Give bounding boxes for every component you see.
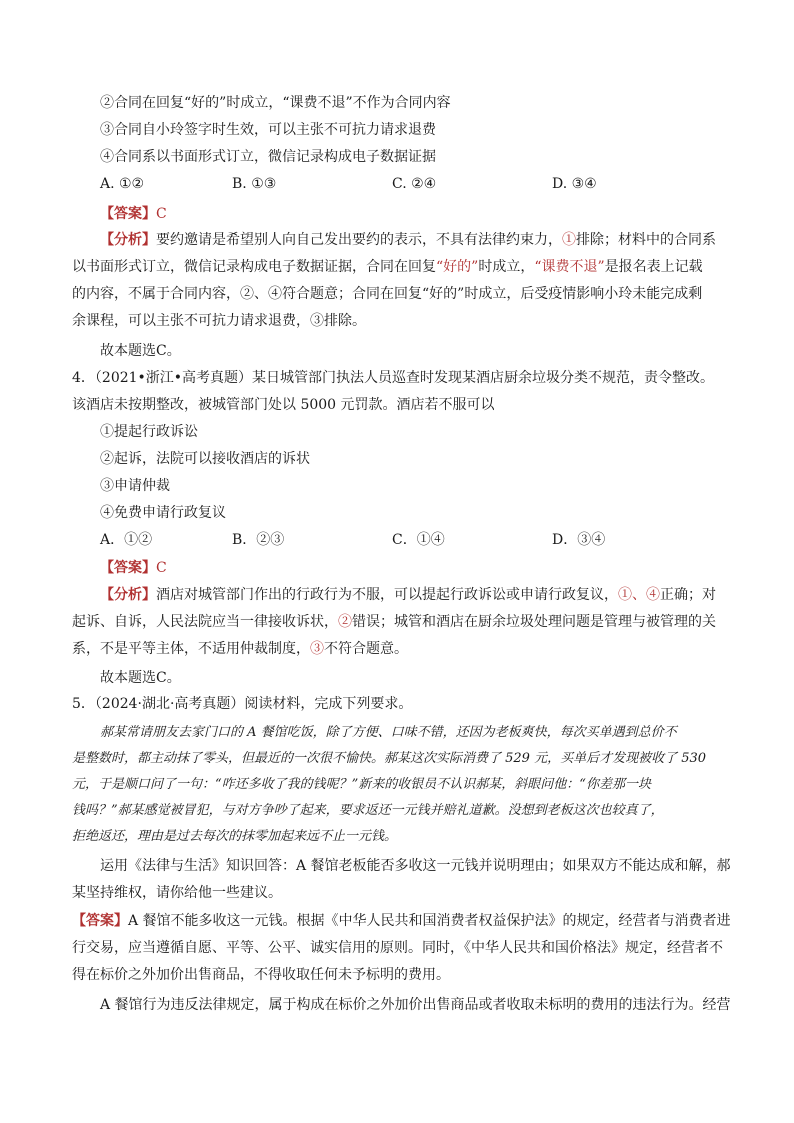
analysis-text: 是报名表上记载 [604,259,703,275]
q4-option-2: ②起诉，法院可以接收酒店的诉状 [100,451,310,467]
analysis-text: 起诉、自诉，人民法院应当一律接收诉状， [72,614,338,630]
q3-analysis-line-1 [100,229,716,251]
q5-material-line-1: 郝某常请朋友去家门口的 A 餐馆吃饭，除了方便、口味不错，还因为老板爽快，每次买单遇到总价不 [100,725,677,740]
q3-option-2: ②合同在回复“好的”时成立，“课费不退”不作为合同内容 [100,95,451,111]
q5-answer-line-3: 得在标价之外加价出售商品，不得收取任何未予标明的费用。 [72,967,450,983]
q4-choice-d: D．③④ [552,532,606,548]
q3-analysis-line-3: 的内容，不属于合同内容，②、④符合题意；合同在回复“好的”时成立，后受疫情影响小玲未能完成剩 [72,286,703,302]
analysis-text: 系，不是平等主体，不适用仲裁制度， [72,641,310,657]
q4-choice-a: A．①② [100,532,153,548]
analysis-highlight: ① [562,232,576,248]
answer-tag: 【答案】 [72,913,128,929]
q3-choice-d: D. ③④ [552,176,597,192]
q3-choices [100,173,597,195]
analysis-tag: 【分析】 [100,232,156,248]
answer-text: A 餐馆不能多收这一元钱。根据《中华人民共和国消费者权益保护法》的规定，经营者与消费者进 [128,913,731,929]
answer-tag: 【答案】 [100,560,156,576]
q4-option-1: ①提起行政诉讼 [100,424,198,440]
analysis-highlight: ② [338,614,352,630]
analysis-text: 不符合题意。 [324,641,408,657]
answer-value: C [156,560,167,576]
analysis-highlight: “课费不退” [534,259,605,275]
answer-value: C [156,206,167,222]
q4-conclusion: 故本题选C。 [100,670,181,686]
q5-answer-line-1 [72,910,731,932]
analysis-text: 排除；材料中的合同系 [576,232,716,248]
analysis-tag: 【分析】 [100,587,156,603]
q4-answer [100,557,167,579]
q3-analysis-line-2 [72,256,703,278]
analysis-text: 正确；对 [660,587,716,603]
q4-option-3: ③申请仲裁 [100,478,170,494]
q4-choice-c: C．①④ [392,532,445,548]
analysis-text: 时成立， [478,259,535,275]
q3-analysis-line-4: 余课程，可以主张不可抗力请求退费，③排除。 [72,313,366,329]
q5-stem: 5．（2024·湖北·高考真题）阅读材料，完成下列要求。 [72,696,413,712]
q4-choice-b: B．②③ [232,532,285,548]
q5-question-line-2: 某坚持维权，请你给他一些建议。 [72,885,282,901]
q5-material-line-2: 是整数时，都主动抹了零头，但最近的一次很不愉快。郝某这次实际消费了 529 元，买单后才发现被收了 530 [72,751,707,766]
q3-option-3: ③合同自小玲签字时生效，可以主张不可抗力请求退费 [100,122,436,138]
analysis-text: 酒店对城管部门作出的行政行为不服，可以提起行政诉讼或申请行政复议， [156,587,618,603]
q3-answer [100,203,167,225]
q5-material-line-4: 钱吗？”郝某感觉被冒犯，与对方争吵了起来，要求返还一元钱并赔礼道歉。没想到老板这次也较真了， [72,803,664,818]
q3-conclusion: 故本题选C。 [100,343,181,359]
analysis-highlight: ③ [310,641,324,657]
q4-stem-line-2: 该酒店未按期整改，被城管部门处以 5000 元罚款。酒店若不服可以 [72,397,495,413]
analysis-text: 要约邀请是希望别人向自己发出要约的表示，不具有法律约束力， [156,232,562,248]
analysis-highlight: ①、④ [618,587,660,603]
q5-question-line-1: 运用《法律与生活》知识回答：A 餐馆老板能否多收这一元钱并说明理由；如果双方不能达成和解，郝 [100,858,731,874]
q4-option-4: ④免费申请行政复议 [100,505,226,521]
q5-material-line-5: 拒绝返还，理由是过去每次的抹零加起来远不止一元钱。 [72,829,398,844]
analysis-text: 错误；城管和酒店在厨余垃圾处理问题是管理与被管理的关 [352,614,716,630]
q4-analysis-line-1 [100,584,716,606]
analysis-highlight: “好的” [436,259,479,275]
q3-choice-a: A. ①② [100,176,145,192]
q4-analysis-line-2 [72,611,716,633]
q4-choices [100,529,605,551]
q4-analysis-line-3 [72,638,408,660]
answer-tag: 【答案】 [100,206,156,222]
q3-option-4: ④合同系以书面形式订立，微信记录构成电子数据证据 [100,149,436,165]
analysis-text: 以书面形式订立，微信记录构成电子数据证据，合同在回复 [72,259,436,275]
q3-choice-b: B. ①③ [232,176,277,192]
q3-choice-c: C. ②④ [392,176,437,192]
q5-material-line-3: 元，于是顺口问了一句：“咋还多收了我的钱呢？”新来的收银员不认识郝某，斜眼问他：“你差那一块 [72,777,651,792]
q4-stem-line-1: 4．（2021•浙江•高考真题）某日城管部门执法人员巡查时发现某酒店厨余垃圾分类不规范，责令整改。 [72,370,715,386]
q5-answer-line-2: 行交易，应当遵循自愿、平等、公平、诚实信用的原则。同时，《中华人民共和国价格法》规定，经营者不 [72,940,723,956]
q5-answer-line-4: A 餐馆行为违反法律规定，属于构成在标价之外加价出售商品或者收取未标明的费用的违法行为。经营 [100,997,731,1013]
